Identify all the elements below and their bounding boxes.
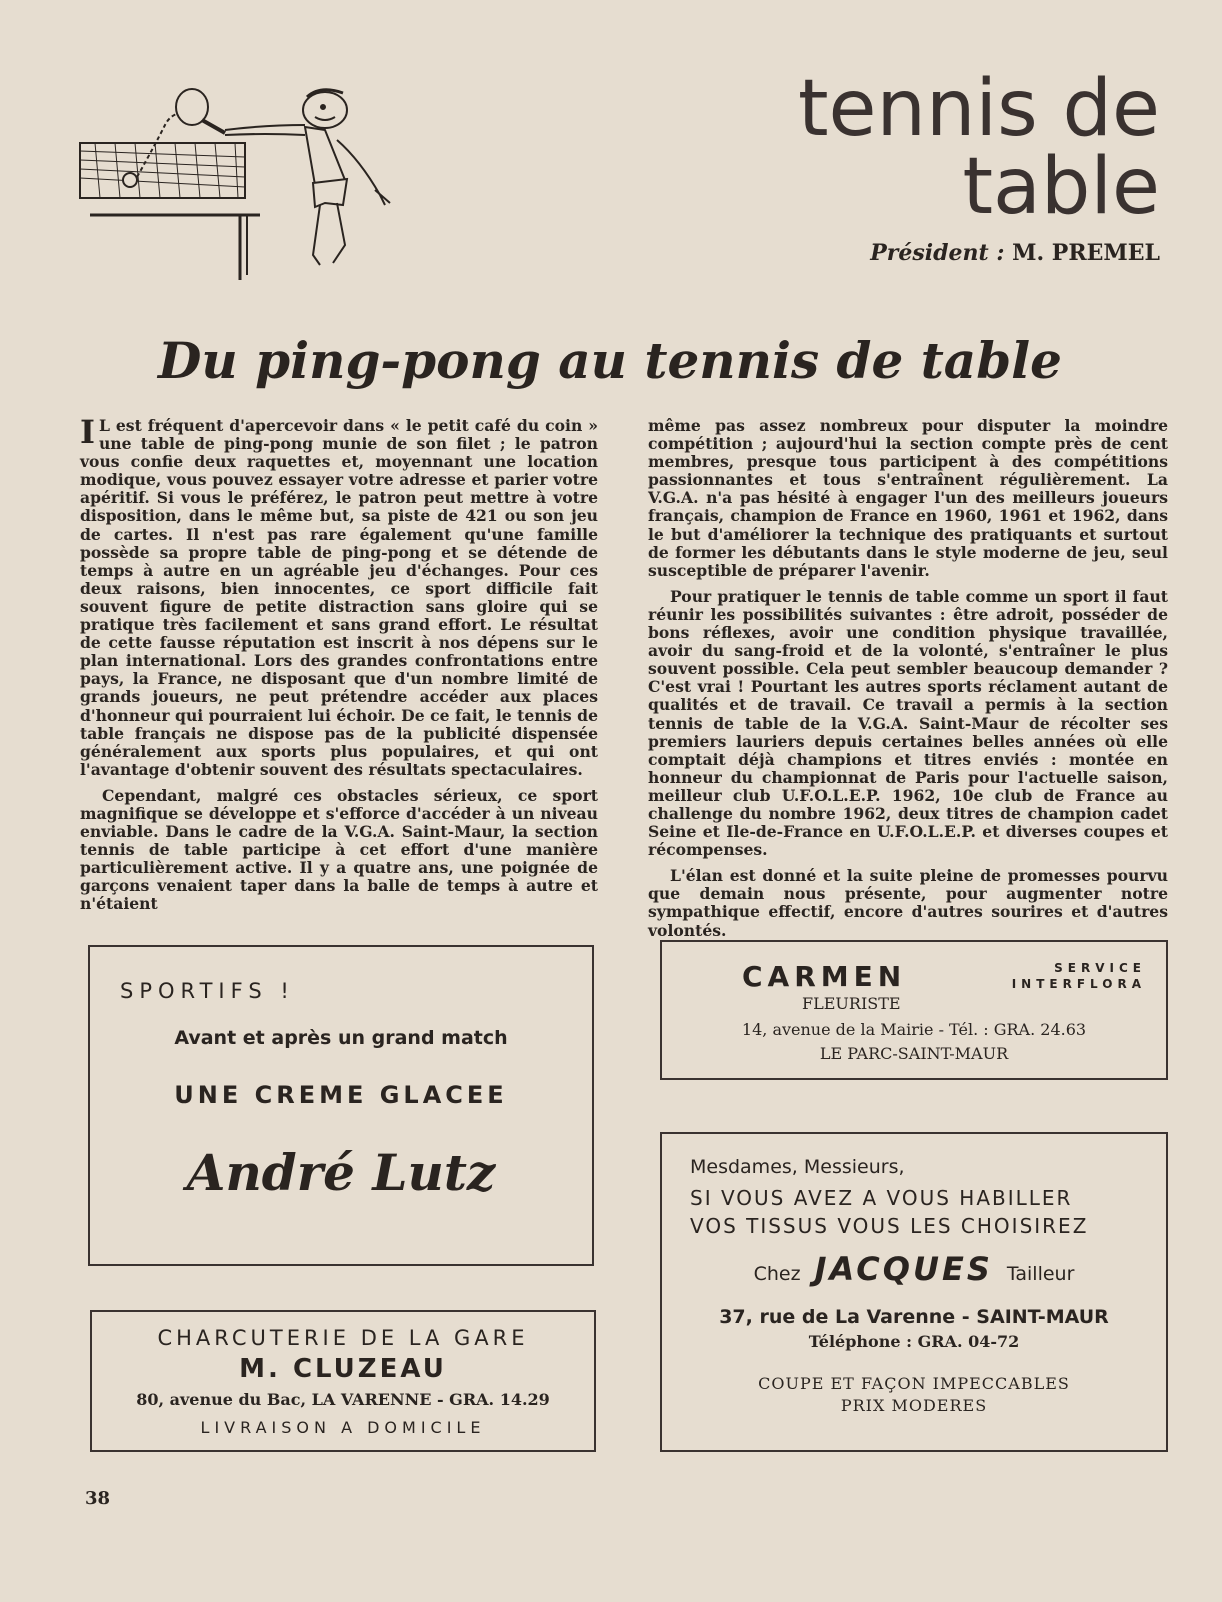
section-title: tennis de table: [797, 64, 1160, 232]
ad-service: [1012, 960, 1146, 992]
page-number: 38: [85, 1488, 111, 1509]
article-paragraph: Cependant, malgré ces obstacles sérieux, ce sport magnifique se développe et s'efforce d'accéder à un niveau enviable. Dans le cadre de la V.G.A. Saint-Maur, la section tennis de table participe à cet effort d'une manière particulièrement active. Il y a quatre ans, une poignée de garçons venaient taper dans la balle de temps à autre et n'étaient: [80, 785, 598, 914]
ad-brand-logo: André Lutz: [186, 1143, 496, 1202]
article-paragraph: L'élan est donné et la suite pleine de promesses pourvu que demain nous présente, pour augmenter notre sympathique effectif, encore d'autres sourires et d'autres volontés.: [648, 866, 1168, 940]
ad-service-line: SERVICE: [1054, 961, 1146, 975]
ad-carmen-fleuriste: [660, 940, 1168, 1080]
ad-phone: Téléphone : GRA. 04-72: [808, 1332, 1020, 1351]
ad-product: UNE CREME GLACEE: [174, 1081, 508, 1109]
ad-jacques-tailleur: [660, 1132, 1168, 1452]
ad-andre-lutz: [88, 945, 594, 1266]
drop-cap: I: [80, 413, 95, 451]
ad-brand-line: [662, 1250, 1166, 1288]
ad-brand: CARMEN: [742, 960, 907, 993]
president-label: Président :: [870, 240, 1005, 266]
ad-greeting: Mesdames, Messieurs,: [690, 1156, 905, 1178]
article-paragraph: [80, 413, 598, 779]
ad-city: LE PARC-SAINT-MAUR: [819, 1044, 1009, 1063]
ad-service-line: INTERFLORA: [1011, 977, 1146, 991]
ad-type: FLEURISTE: [802, 994, 901, 1013]
ad-slogan: COUPE ET FAÇON IMPECCABLES: [758, 1374, 1070, 1393]
article-paragraph: Pour pratiquer le tennis de table comme un sport il faut réunir les possibilités suivantes : être adroit, posséder de bons réflexes, avoir une condition physique travaillée, avoir du sang-froid et de la volonté, s'entraîner le plus souvent possible. Cela peut sembler beaucoup demander ? C'est vrai ! Pourtant les autres sports réclament autant de qualités et de travail. Ce travail a permis à la section tennis de table de la V.G.A. Saint-Maur de récolter ses premiers lauriers depuis certaines belles années où elle comptait déjà champions et titres enviés : montée en honneur du championnat de Paris pour l'actuelle saison, meilleur club U.F.O.L.E.P. 1962, 10e club de France au challenge du nombre 1962, deux titres de champion cadet Seine et Ile-de-France en U.F.O.L.E.P. et diverses coupes et récompenses.: [648, 586, 1168, 860]
ad-tailleur: Tailleur: [1006, 1263, 1075, 1285]
article-column-right: [648, 417, 1168, 948]
article-headline: Du ping-pong au tennis de table: [158, 331, 1062, 390]
ad-address: 37, rue de La Varenne - SAINT-MAUR: [719, 1306, 1109, 1328]
ad-address: 14, avenue de la Mairie - Tél. : GRA. 24.63: [741, 1020, 1087, 1039]
ad-line: SI VOUS AVEZ A VOUS HABILLER: [690, 1186, 1073, 1210]
ad-brand-logo: JACQUES: [814, 1250, 993, 1288]
ad-subline: Avant et après un grand match: [174, 1027, 508, 1049]
ad-charcuterie: [90, 1310, 596, 1452]
ad-headline: SPORTIFS !: [120, 979, 295, 1003]
ad-owner: M. CLUZEAU: [239, 1354, 447, 1384]
ad-address: 80, avenue du Bac, LA VARENNE - GRA. 14.29: [136, 1390, 550, 1409]
ad-line: VOS TISSUS VOUS LES CHOISIREZ: [690, 1214, 1089, 1238]
article-paragraph: même pas assez nombreux pour disputer la moindre compétition ; aujourd'hui la section compte près de cent membres, presque tous participent à des compétitions passionnantes et tous s'entraînent régulièrement. La V.G.A. n'a pas hésité à engager l'un des meilleurs joueurs français, champion de France en 1960, 1961 et 1962, dans le but d'améliorer la technique des pratiquants et surtout de former les débutants dans le style moderne de jeu, seul susceptible de préparer l'avenir.: [648, 416, 1168, 580]
ad-chez: Chez: [753, 1263, 801, 1285]
ping-pong-player-illustration: [75, 85, 405, 285]
president-name: M. PREMEL: [1012, 240, 1160, 266]
paragraph-text: L est fréquent d'apercevoir dans « le petit café du coin » une table de ping-pong munie de son filet ; le patron vous confie deux raquettes et, moyennant une location modique, vous pouvez essayer votre adresse et parier votre apéritif. Si vous le préférez, le patron peut mettre à votre disposition, dans le même but, sa piste de 421 ou son jeu de cartes. Il n'est pas rare également qu'une famille possède sa propre table de ping-pong et se détende de temps à autre en un agréable jeu d'échanges. Pour ces deux raisons, bien innocentes, ce sport difficile fait souvent figure de petite distraction sans gloire qui se pratique très facilement et sans grand effort. Le résultat de cette fausse réputation est inscrit à nos dépens sur le plan international. Lors des grandes confrontations entre pays, la France, ne disposant que d'un nombre limité de grands joueurs, ne peut prétendre accéder aux places d'honneur qui pourraient lui échoir. De ce fait, le tennis de table français ne dispose pas de la publicité dispensée généralement aux sports plus populaires, et qui ont l'avantage d'obtenir souvent des résultats spectaculaires.: [80, 416, 598, 779]
ad-slogan: PRIX MODERES: [840, 1396, 988, 1415]
ad-headline: CHARCUTERIE DE LA GARE: [157, 1326, 529, 1350]
ad-tagline: LIVRAISON A DOMICILE: [200, 1418, 486, 1437]
president-line: [700, 240, 1160, 266]
article-column-left: [80, 413, 598, 922]
